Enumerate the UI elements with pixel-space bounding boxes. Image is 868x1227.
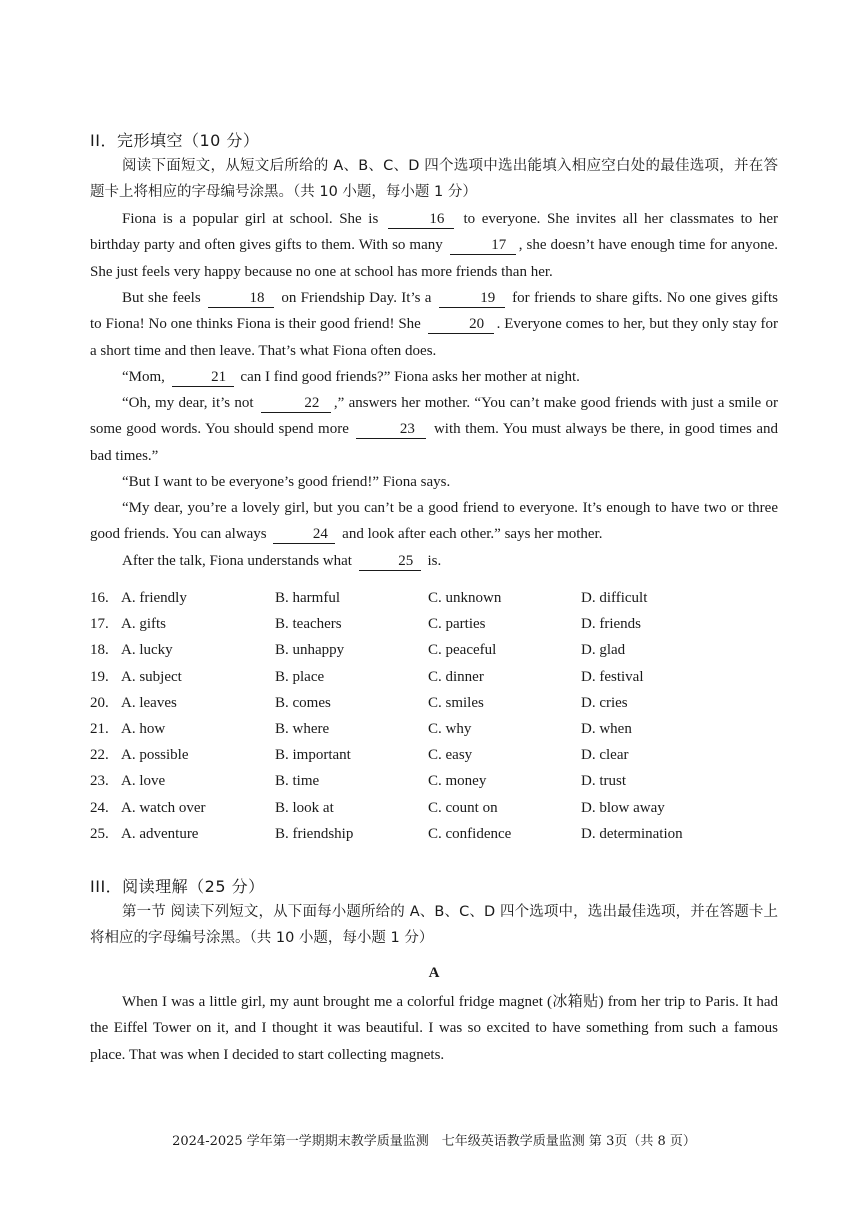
passage-letter: A bbox=[428, 965, 440, 981]
option-d: D. glad bbox=[581, 642, 626, 659]
option-d: D. clear bbox=[581, 747, 629, 764]
blank-16: 16 bbox=[388, 211, 454, 229]
blank-20: 20 bbox=[428, 316, 494, 334]
option-b: B. look at bbox=[275, 799, 334, 816]
passage-paragraph-1: Fiona is a popular girl at school. She is 16 to everyone. She invites all her classmates to her birthday party and often gives gifts to them. With so many 17 , she doesn’t have enough time for anyone. She just feels very happy because no one at school has more friends than her. bbox=[90, 211, 779, 280]
passage-paragraph-6: “My dear, you’re a lovely girl, but you can’t be a good friend to everyone. It’s enough to have two or three good friends. You can always 24 and look after each other.” says her mother. bbox=[90, 500, 778, 543]
question-number: 16. bbox=[90, 590, 109, 606]
option-b: B. where bbox=[275, 720, 330, 737]
options-list bbox=[90, 585, 790, 847]
option-d: D. festival bbox=[581, 668, 644, 685]
option-a: A. gifts bbox=[121, 616, 166, 633]
blank-21: 21 bbox=[172, 369, 234, 387]
section-ii-instruction: 阅读下面短文，从短文后所给的 A、B、C、D 四个选项中选出能填入相应空白处的最佳选项，并在答题卡上将相应的字母编号涂黑。（共 10 小题，每小题 1 分） bbox=[90, 158, 778, 201]
option-a: A. subject bbox=[121, 668, 182, 685]
passage-paragraph-4: “Oh, my dear, it’s not 22 ,” answers her mother. “You can’t make good friends with just a smile or some good words. You should spend more 23 with them. You must always be there, in good times and bad times.” bbox=[90, 395, 779, 464]
passage-paragraph-5: “But I want to be everyone’s good friend!” Fiona says. bbox=[122, 474, 451, 490]
option-a: A. how bbox=[121, 720, 166, 737]
option-d: D. when bbox=[581, 720, 632, 737]
question-number: 24. bbox=[90, 799, 109, 816]
option-c: C. confidence bbox=[428, 825, 512, 842]
option-c: C. dinner bbox=[428, 668, 484, 685]
question-number: 22. bbox=[90, 747, 109, 764]
option-d: D. blow away bbox=[581, 799, 665, 816]
option-d: D. cries bbox=[581, 694, 628, 711]
question-number: 25. bbox=[90, 825, 109, 842]
blank-19: 19 bbox=[439, 290, 505, 308]
option-c: C. count on bbox=[428, 799, 498, 816]
option-a: A. possible bbox=[121, 747, 189, 764]
option-c: C. unknown bbox=[428, 590, 502, 606]
option-row bbox=[90, 795, 790, 821]
question-number: 18. bbox=[90, 642, 109, 659]
option-b: B. harmful bbox=[275, 590, 340, 606]
option-a: A. friendly bbox=[121, 590, 187, 606]
passage-paragraph-2: But she feels 18 on Friendship Day. It’s a 19 for friends to share gifts. No one gives gifts to Fiona! No one thinks Fiona is their good friend! She 20 . Everyone comes to her, but they only stay for a short time and then leave. That’s what Fiona often does. bbox=[90, 290, 779, 359]
reading-passage-a: When I was a little girl, my aunt brought me a colorful fridge magnet (冰箱贴) from her trip to Paris. It had the Eiffel Tower on it, and I thought it was beautiful. I was so excited to have something from such a famous place. That was when I decided to start collecting magnets. bbox=[90, 994, 778, 1063]
question-number: 23. bbox=[90, 773, 109, 790]
blank-18: 18 bbox=[208, 290, 274, 308]
option-row bbox=[90, 664, 790, 690]
option-b: B. teachers bbox=[275, 616, 342, 633]
option-b: B. time bbox=[275, 773, 320, 790]
question-number: 17. bbox=[90, 616, 109, 633]
option-row bbox=[90, 637, 790, 663]
option-d: D. determination bbox=[581, 825, 683, 842]
section-ii-heading: II．完形填空（10 分） bbox=[90, 131, 260, 150]
option-b: B. place bbox=[275, 668, 325, 685]
question-number: 20. bbox=[90, 694, 109, 711]
option-d: D. difficult bbox=[581, 590, 648, 606]
option-c: C. peaceful bbox=[428, 642, 497, 659]
option-a: A. lucky bbox=[121, 642, 173, 659]
option-c: C. easy bbox=[428, 747, 473, 764]
option-a: A. leaves bbox=[121, 694, 177, 711]
option-row bbox=[90, 768, 790, 794]
blank-22: 22 bbox=[261, 395, 331, 413]
blank-17: 17 bbox=[450, 237, 516, 255]
option-d: D. friends bbox=[581, 616, 641, 633]
option-a: A. adventure bbox=[121, 825, 199, 842]
option-c: C. smiles bbox=[428, 694, 484, 711]
section-iii-heading: III．阅读理解（25 分） bbox=[90, 877, 265, 896]
passage-paragraph-3: “Mom, 21 can I find good friends?” Fiona asks her mother at night. bbox=[122, 369, 580, 385]
option-row bbox=[90, 611, 790, 637]
option-a: A. watch over bbox=[121, 799, 206, 816]
option-row bbox=[90, 821, 790, 847]
option-row bbox=[90, 585, 790, 611]
section-iii-instruction: 第一节 阅读下列短文，从下面每小题所给的 A、B、C、D 四个选项中，选出最佳选项，并在答题卡上将相应的字母编号涂黑。（共 10 小题，每小题 1 分） bbox=[90, 904, 778, 947]
option-b: B. important bbox=[275, 747, 351, 764]
option-c: C. why bbox=[428, 720, 472, 737]
option-a: A. love bbox=[121, 773, 166, 790]
page-footer: 2024-2025 学年第一学期期末教学质量监测 七年级英语教学质量监测 第 3页（共 8 页） bbox=[172, 1134, 696, 1149]
blank-23: 23 bbox=[356, 421, 426, 439]
passage-paragraph-7: After the talk, Fiona understands what 25 is. bbox=[122, 553, 442, 569]
option-c: C. money bbox=[428, 773, 487, 790]
question-number: 19. bbox=[90, 668, 109, 685]
question-number: 21. bbox=[90, 720, 109, 737]
option-row bbox=[90, 690, 790, 716]
option-row bbox=[90, 742, 790, 768]
blank-25: 25 bbox=[359, 553, 421, 571]
option-row bbox=[90, 716, 790, 742]
option-b: B. comes bbox=[275, 694, 331, 711]
option-d: D. trust bbox=[581, 773, 626, 790]
option-b: B. unhappy bbox=[275, 642, 345, 659]
blank-24: 24 bbox=[273, 526, 335, 544]
option-c: C. parties bbox=[428, 616, 486, 633]
option-b: B. friendship bbox=[275, 825, 354, 842]
